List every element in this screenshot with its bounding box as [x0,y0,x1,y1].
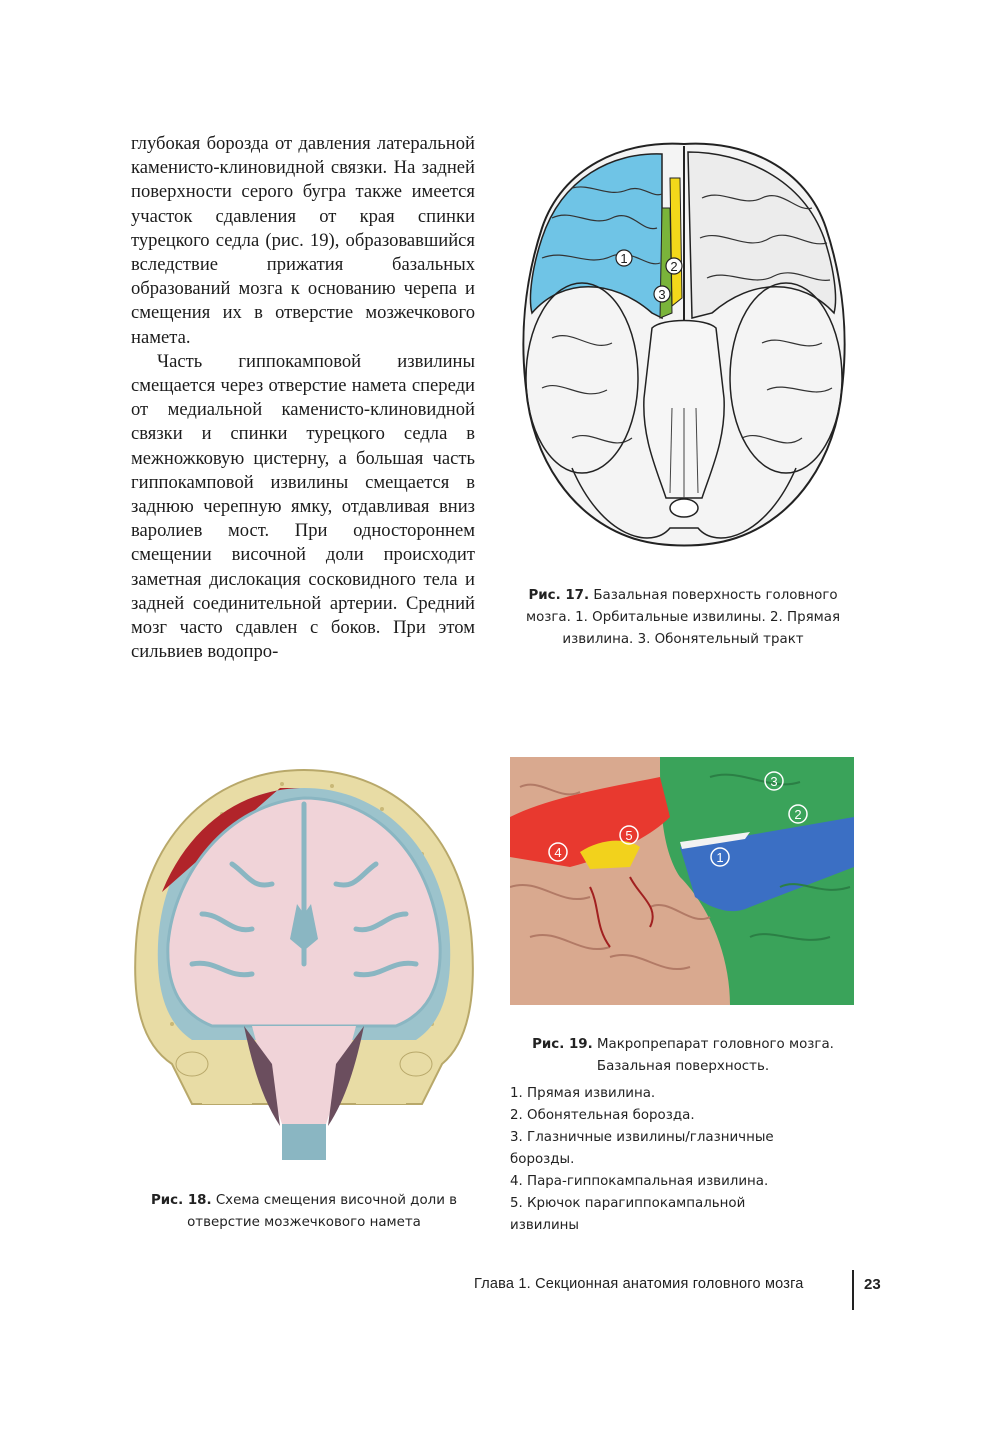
paragraph-1: глубокая борозда от давления латеральной каменисто-клиновидной связки. На задней поверхности серого бугра также имеется участок сдавления от края спинки турецкого седла (рис. 19), образовавшийся вследствие прижатия базальных образований мозга к основанию черепа и смещения их в отверстие мозжечкового намета. [131,133,475,348]
figure-19-legend [510,1083,860,1237]
figure-18-caption-label: Рис. 18. [150,1193,212,1208]
fig17-label-2 [666,258,682,274]
figure-19-caption-label: Рис. 19. [532,1037,593,1052]
svg-text:5: 5 [625,828,633,843]
figure-19-caption [508,1034,858,1078]
svg-text:2: 2 [794,807,802,822]
svg-text:4: 4 [554,845,562,860]
figure-17-caption [508,585,858,651]
figure-18-coronal-schematic [132,764,476,1164]
legend-item: 1. Прямая извилина. [510,1086,656,1101]
paragraph-2: Часть гиппокамповой извилины смещается через отверстие намета спереди от медиальной каменисто-клиновидной связки и спинки турецкого седла в межножковую цистерну, а большая часть гиппокамповой извилины смещается в заднюю черепную ямку, отдавливая вниз варолиев мост. При одностороннем смещении височной доли происходит заметная дислокация сосковидного тела и задней соединительной артерии. Средний мозг часто сдавлен с боков. При этом сильвиев водопро- [131,350,475,663]
figure-17-brain-basal-drawing [512,138,856,552]
figure-18-caption-text: Схема смещения височной доли в отверстие мозжечкового намета [187,1193,458,1230]
legend-item: 3. Глазничные извилины/глазничные [510,1130,774,1145]
figure-19-caption-text: Макропрепарат головного мозга. Базальная поверхность. [596,1037,834,1074]
figure-17-caption-text: Базальная поверхность головного мозга. 1. Орбитальные извилины. 2. Прямая извилина. 3. Обонятельный тракт [525,588,841,647]
legend-item: 2. Обонятельная борозда. [510,1108,695,1123]
svg-text:3: 3 [770,774,778,789]
legend-item: 5. Крючок парагиппокампальной [510,1196,746,1211]
svg-text:1: 1 [716,850,724,865]
chapter-footer: Глава 1. Секционная анатомия головного мозга [474,1276,804,1292]
svg-text:1: 1 [620,251,628,266]
legend-item: 4. Пара-гиппокампальная извилина. [510,1174,769,1189]
svg-text:2: 2 [670,259,678,274]
figure-17-caption-label: Рис. 17. [528,588,590,603]
fig17-label-3 [654,286,670,302]
body-text [131,132,475,664]
fig17-label-1 [616,250,632,266]
legend-item: борозды. [510,1152,575,1167]
figure-18-caption [130,1190,478,1234]
svg-text:3: 3 [658,287,666,302]
legend-item: извилины [510,1218,580,1233]
figure-19-specimen-photo [510,757,854,1005]
page-number: 23 [864,1276,881,1293]
footer-divider [852,1270,854,1310]
